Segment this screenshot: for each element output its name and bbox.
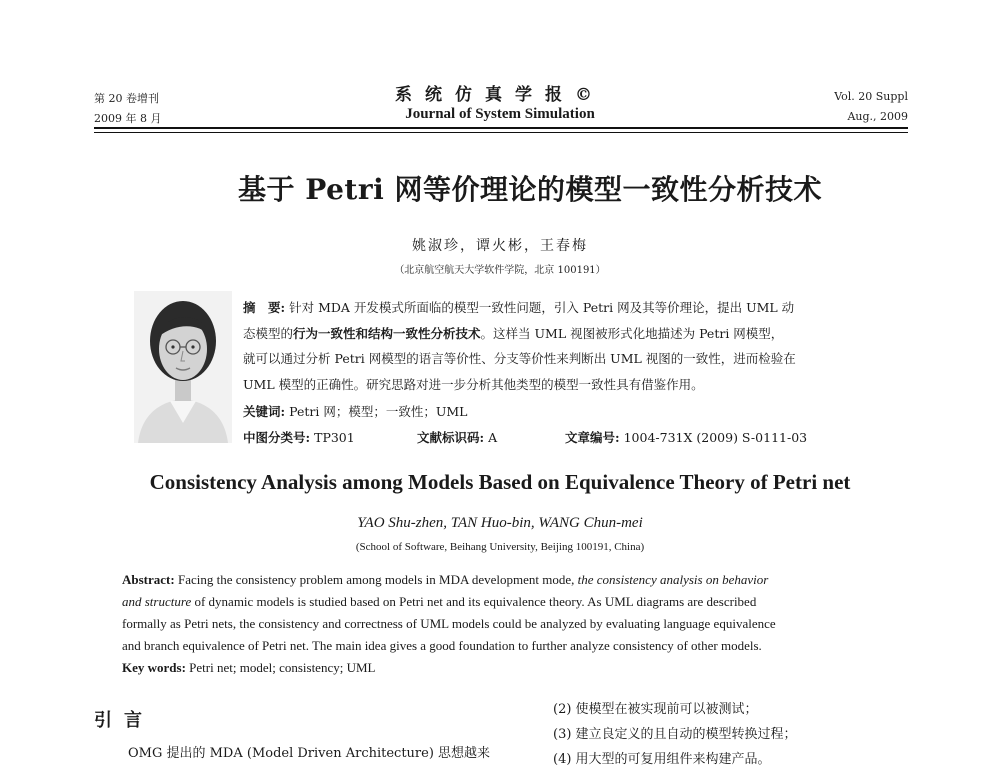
journal-title-en: Journal of System Simulation [405, 106, 595, 122]
abstract-en-text-1: Facing the consistency problem among models in MDA development mode, [177, 572, 575, 587]
article-number [565, 428, 807, 446]
document-code [417, 428, 497, 446]
affiliation-cn: （北京航空航天大学软件学院，北京 100191） [394, 265, 606, 276]
journal-title-cn: 系统仿真学报© [395, 85, 605, 105]
body-right-item-2: (2) 使模型在被实现前可以被测试； [553, 702, 758, 717]
abstract-en-line-2 [122, 594, 756, 610]
volume-issue-en: Vol. 20 Suppl [834, 90, 908, 103]
body-right-item-4: (4) 用大型的可复用组件来构建产品。 [553, 752, 771, 767]
clc-label: 中图分类号: [243, 430, 311, 445]
abstract-cn-line-1 [243, 298, 794, 316]
abstract-cn-line-3: 就可以通过分析 Petri 网模型的语言等价性、分支等价性来判断出 UML 视图的一致性，进而检验在 [243, 351, 796, 366]
date-en: Aug., 2009 [847, 110, 908, 123]
abstract-en-emphasis-2: and structure [122, 594, 192, 609]
keywords-cn-value: Petri 网；模型；一致性；UML [289, 404, 468, 419]
authors-cn: 姚淑珍，谭火彬，王春梅 [412, 238, 588, 254]
abstract-en-text-2: of dynamic models is studied based on Petri net and its equivalence theory. As UML diagrams are described [194, 594, 757, 609]
body-left-line-1: OMG 提出的 MDA (Model Driven Architecture) 思想越来 [128, 746, 491, 761]
author-photo [134, 291, 232, 443]
author-portrait-image [134, 291, 232, 443]
keywords-en [122, 660, 375, 676]
volume-issue-cn: 第 20 卷增刊 [94, 92, 159, 105]
abstract-en-line-4: and branch equivalence of Petri net. The main idea gives a good foundation to further analyze consistency of other models. [122, 638, 762, 653]
abstract-cn-line-4: UML 模型的正确性。研究思路对进一步分析其他类型的模型一致性具有借鉴作用。 [243, 377, 704, 392]
abstract-en-emphasis-1: the consistency analysis on behavior [577, 572, 769, 587]
abstract-en-line-3: formally as Petri nets, the consistency and correctness of UML models could be analyzed by evaluating language equivalence [122, 616, 776, 631]
article-number-label: 文章编号: [565, 430, 620, 445]
abstract-cn-text-2a: 态模型的 [243, 326, 294, 341]
keywords-en-label: Key words: [122, 660, 186, 675]
authors-en: YAO Shu-zhen, TAN Huo-bin, WANG Chun-mei [357, 515, 643, 531]
abstract-cn-text-2b: 。这样当 UML 视图被形式化地描述为 Petri 网模型， [480, 326, 784, 341]
keywords-cn [243, 402, 467, 420]
header-rule-thin [94, 132, 908, 133]
article-number-value: 1004-731X (2009) S-0111-03 [623, 430, 808, 445]
section-heading-introduction: 引言 [94, 710, 154, 731]
abstract-cn-label: 摘 要: [243, 300, 286, 315]
clc-number [243, 428, 355, 446]
doc-code-label: 文献标识码: [417, 430, 485, 445]
doc-code-value: A [488, 430, 498, 445]
abstract-en-label: Abstract: [122, 572, 175, 587]
paper-title-cn: 基于 Petri 网等价理论的模型一致性分析技术 [238, 173, 822, 206]
abstract-en-line-1 [122, 572, 768, 588]
clc-value: TP301 [314, 430, 355, 445]
abstract-cn-line-2 [243, 324, 783, 342]
header-rule-thick [94, 127, 908, 129]
abstract-cn-emphasis: 行为一致性和结构一致性分析技术 [293, 326, 481, 341]
body-right-item-3: (3) 建立良定义的且自动的模型转换过程； [553, 727, 797, 742]
abstract-cn-text-1: 针对 MDA 开发模式所面临的模型一致性问题，引入 Petri 网及其等价理论，提出 UML 动 [289, 300, 795, 315]
affiliation-en: (School of Software, Beihang University, Beijing 100191, China) [355, 541, 645, 553]
keywords-cn-label: 关键词: [243, 404, 286, 419]
paper-title-en: Consistency Analysis among Models Based on Equivalence Theory of Petri net [149, 470, 851, 494]
keywords-en-value: Petri net; model; consistency; UML [189, 660, 376, 675]
date-cn: 2009 年 8 月 [94, 112, 162, 125]
